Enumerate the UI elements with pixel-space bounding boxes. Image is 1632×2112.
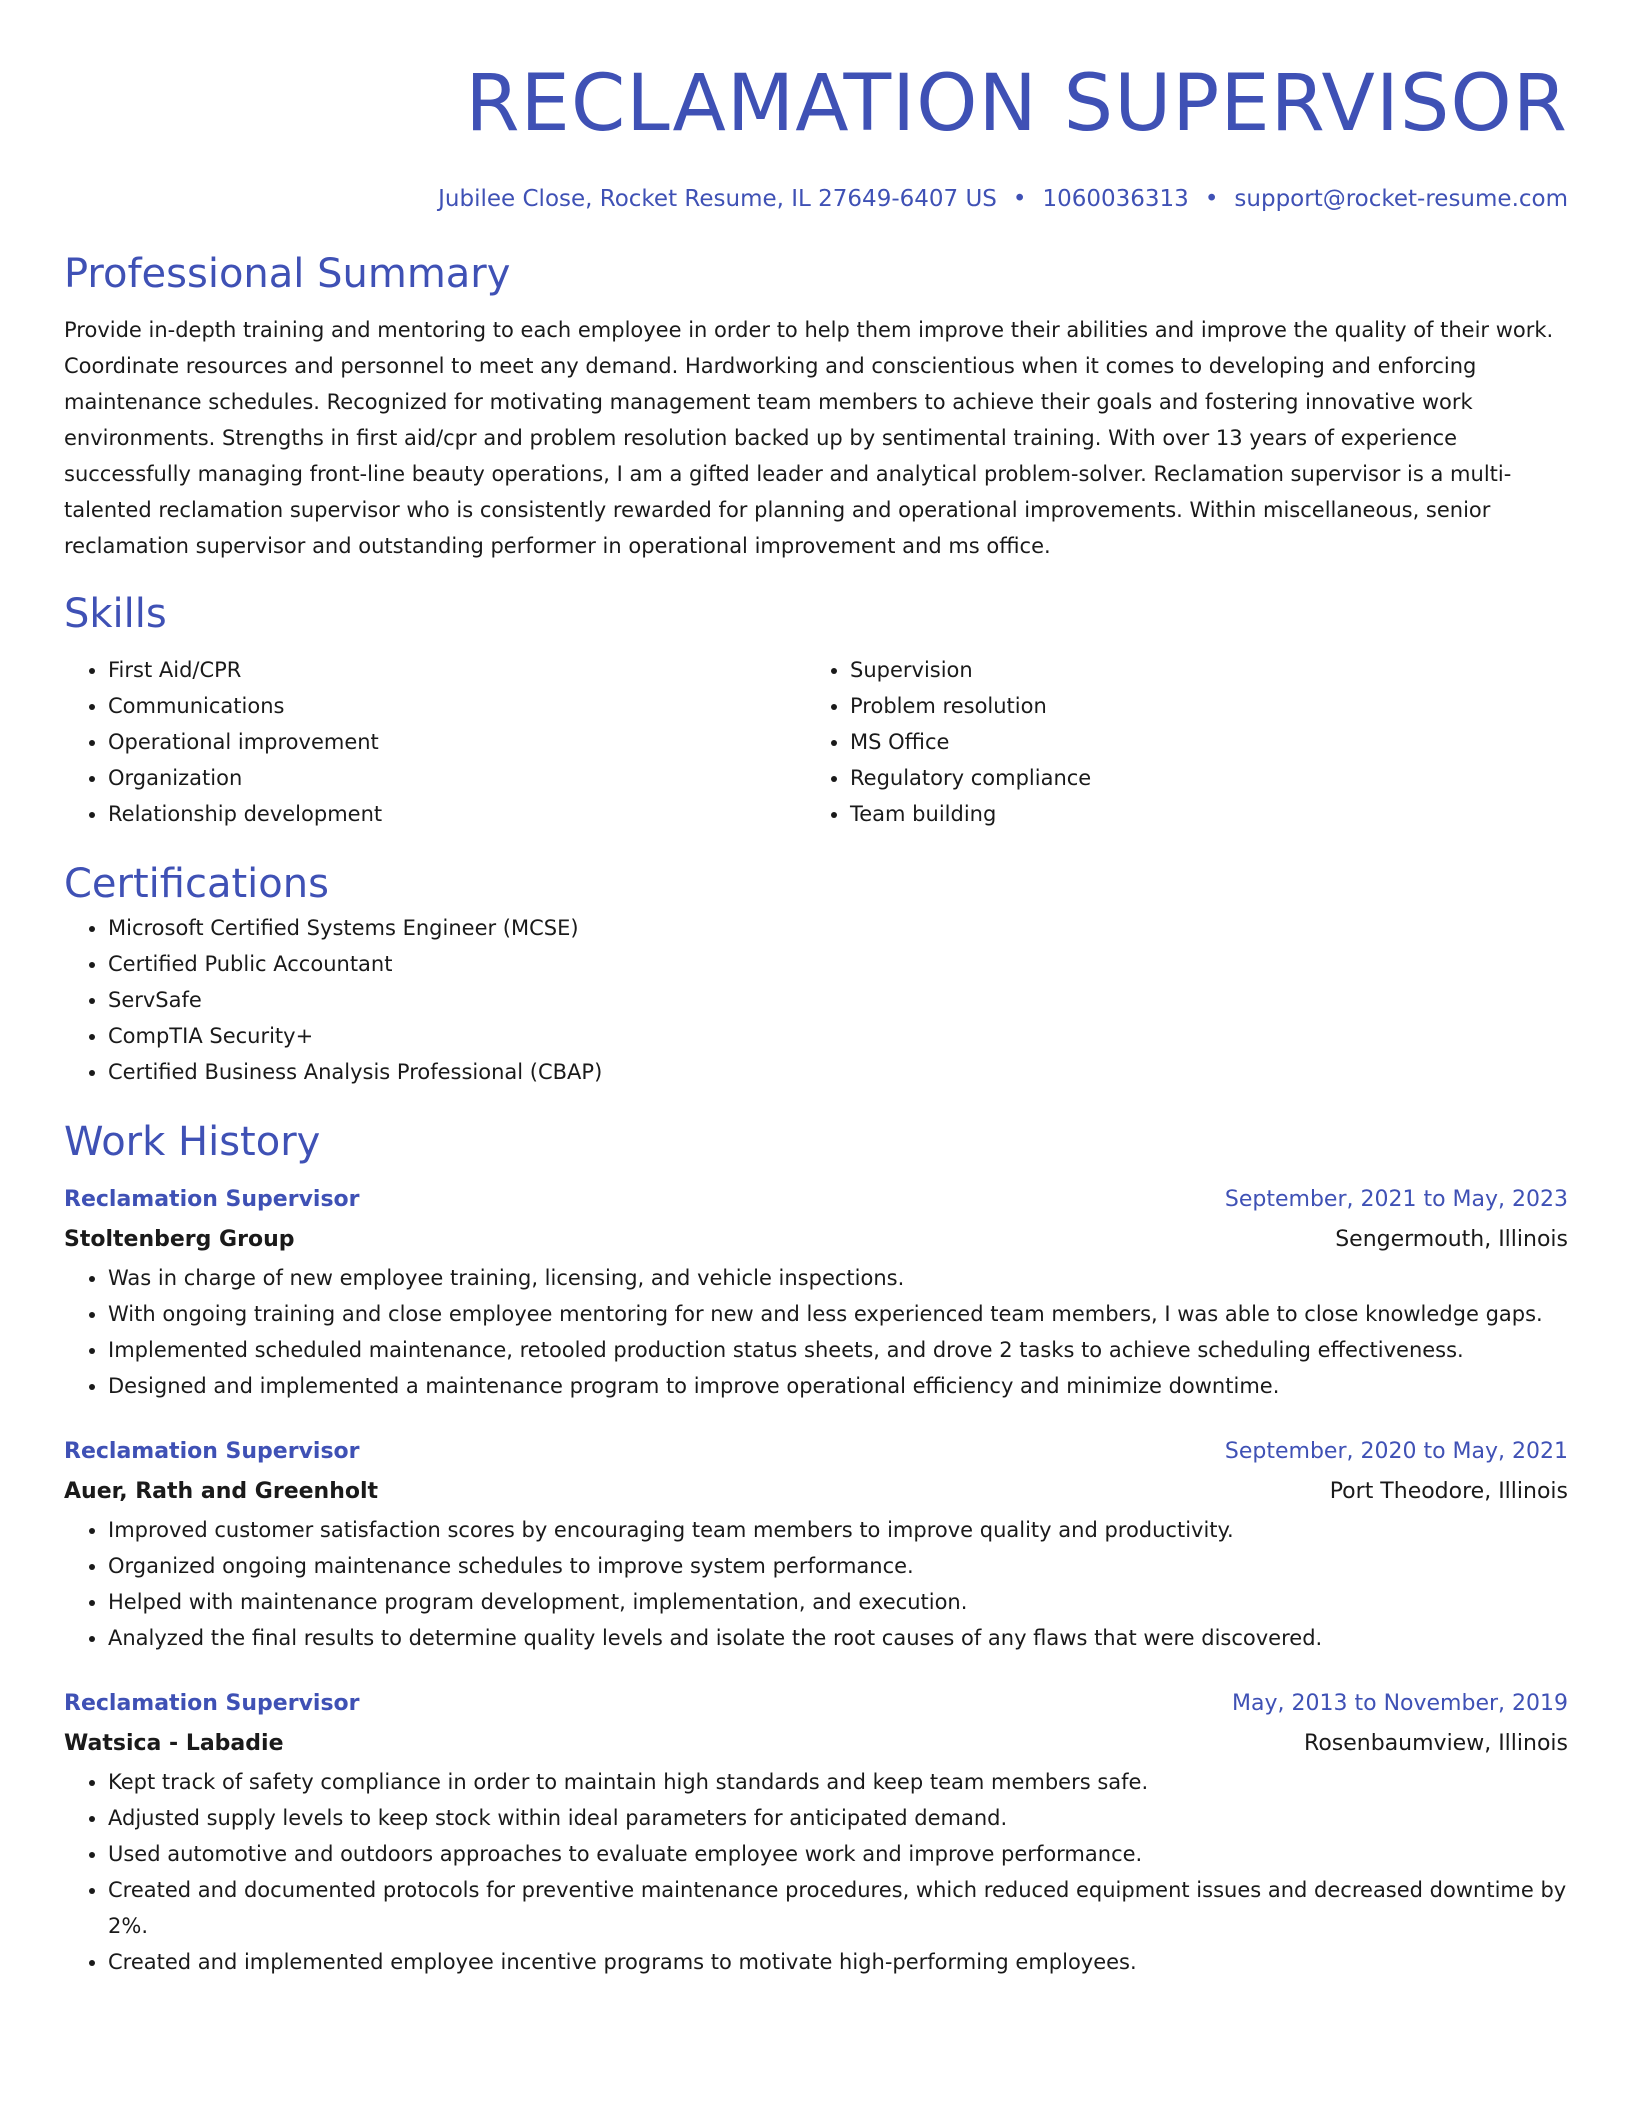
job-bullets [64,1764,1568,1980]
job-company-row [64,1724,1568,1764]
contact-separator: • [1204,186,1219,212]
certification-item: • ServSafe [108,982,1568,1018]
job-company-row [64,1220,1568,1260]
job-bullet: • Helped with maintenance program development, implementation, and execution. [108,1584,1568,1620]
job-company: Auer, Rath and Greenholt [64,1479,379,1504]
job-bullet: • Analyzed the final results to determine quality levels and isolate the root causes of any flaws that were discovered. [108,1620,1568,1656]
skills-column-right [806,652,1548,832]
job-bullet: • Adjusted supply levels to keep stock within ideal parameters for anticipated demand. [108,1800,1568,1836]
job-header-row [64,1684,1568,1724]
skill-item: • Operational improvement [108,724,806,760]
job-company: Stoltenberg Group [64,1227,295,1252]
resume-name: RECLAMATION SUPERVISOR [465,59,1568,149]
job-title: Reclamation Supervisor [64,1691,360,1716]
job-bullet: • Designed and implemented a maintenance program to improve operational efficiency and minimize downtime. [108,1368,1568,1404]
skills-list-right [806,652,1548,832]
job-location: Rosenbaumview, Illinois [1304,1731,1568,1756]
skill-item: • Organization [108,760,806,796]
skill-item: • Communications [108,688,806,724]
contact-line [64,184,1568,214]
job-dates: September, 2020 to May, 2021 [1224,1439,1568,1464]
certification-item: • Certified Business Analysis Professional (CBAP) [108,1054,1568,1090]
skill-item: • MS Office [850,724,1548,760]
certification-item: • Certified Public Accountant [108,946,1568,982]
skill-item: • Regulatory compliance [850,760,1548,796]
summary-text: Provide in-depth training and mentoring to each employee in order to help them improve their abilities and improve the quality of their work. Coordinate resources and personnel to meet any demand. Hardworking and conscientious when it comes to developing and enforcing maintenance schedules. Recognized for motivating management team members to achieve their goals and fostering innovative work environments. Strengths in first aid/cpr and problem resolution backed up by sentimental training. With over 13 years of experience successfully managing front-line beauty operations, I am a gifted leader and analytical problem-solver. Reclamation supervisor is a multi-talented reclamation supervisor who is consistently rewarded for planning and operational improvements. Within miscellaneous, senior reclamation supervisor and outstanding performer in operational improvement and ms office. [64,318,1554,558]
job-entry [64,1684,1568,1980]
job-bullet: • Implemented scheduled maintenance, retooled production status sheets, and drove 2 tasks to achieve scheduling effectiveness. [108,1332,1568,1368]
job-header-row [64,1180,1568,1220]
job-bullet: • Was in charge of new employee training, licensing, and vehicle inspections. [108,1260,1568,1296]
job-bullet: • Created and implemented employee incentive programs to motivate high-performing employees. [108,1944,1568,1980]
job-location: Sengermouth, Illinois [1335,1227,1568,1252]
contact-address: Jubilee Close, Rocket Resume, IL 27649-6407 US [438,186,997,212]
job-bullet: • Improved customer satisfaction scores by encouraging team members to improve quality and productivity. [108,1512,1568,1548]
skills-columns [64,652,1568,832]
job-dates: September, 2021 to May, 2023 [1224,1187,1568,1212]
certifications-list [64,910,1568,1090]
skill-item: • Supervision [850,652,1548,688]
job-bullet: • Used automotive and outdoors approaches to evaluate employee work and improve performance. [108,1836,1568,1872]
contact-email: support@rocket-resume.com [1234,186,1568,212]
skills-heading: Skills [64,591,167,637]
summary-heading: Professional Summary [64,251,511,297]
job-entry [64,1432,1568,1656]
certifications-heading: Certifications [64,861,329,907]
contact-separator: • [1012,186,1027,212]
job-bullet: • Organized ongoing maintenance schedules to improve system performance. [108,1548,1568,1584]
job-title: Reclamation Supervisor [64,1439,360,1464]
job-dates: May, 2013 to November, 2019 [1232,1691,1568,1716]
contact-phone: 1060036313 [1042,186,1189,212]
skill-item: • Relationship development [108,796,806,832]
job-company: Watsica - Labadie [64,1731,284,1756]
job-entry [64,1180,1568,1404]
skills-list-left [64,652,806,832]
job-bullets [64,1512,1568,1656]
skills-column-left [64,652,806,832]
job-title: Reclamation Supervisor [64,1187,360,1212]
job-header-row [64,1432,1568,1472]
job-company-row [64,1472,1568,1512]
job-bullets [64,1260,1568,1404]
skill-item: • Problem resolution [850,688,1548,724]
job-bullet: • With ongoing training and close employee mentoring for new and less experienced team members, I was able to close knowledge gaps. [108,1296,1568,1332]
job-location: Port Theodore, Illinois [1329,1479,1568,1504]
certification-item: • Microsoft Certified Systems Engineer (MCSE) [108,910,1568,946]
skill-item: • First Aid/CPR [108,652,806,688]
job-bullet: • Created and documented protocols for preventive maintenance procedures, which reduced equipment issues and decreased downtime by 2%. [108,1872,1568,1944]
work-history-heading: Work History [64,1119,321,1165]
skill-item: • Team building [850,796,1548,832]
certification-item: • CompTIA Security+ [108,1018,1568,1054]
job-bullet: • Kept track of safety compliance in order to maintain high standards and keep team members safe. [108,1764,1568,1800]
